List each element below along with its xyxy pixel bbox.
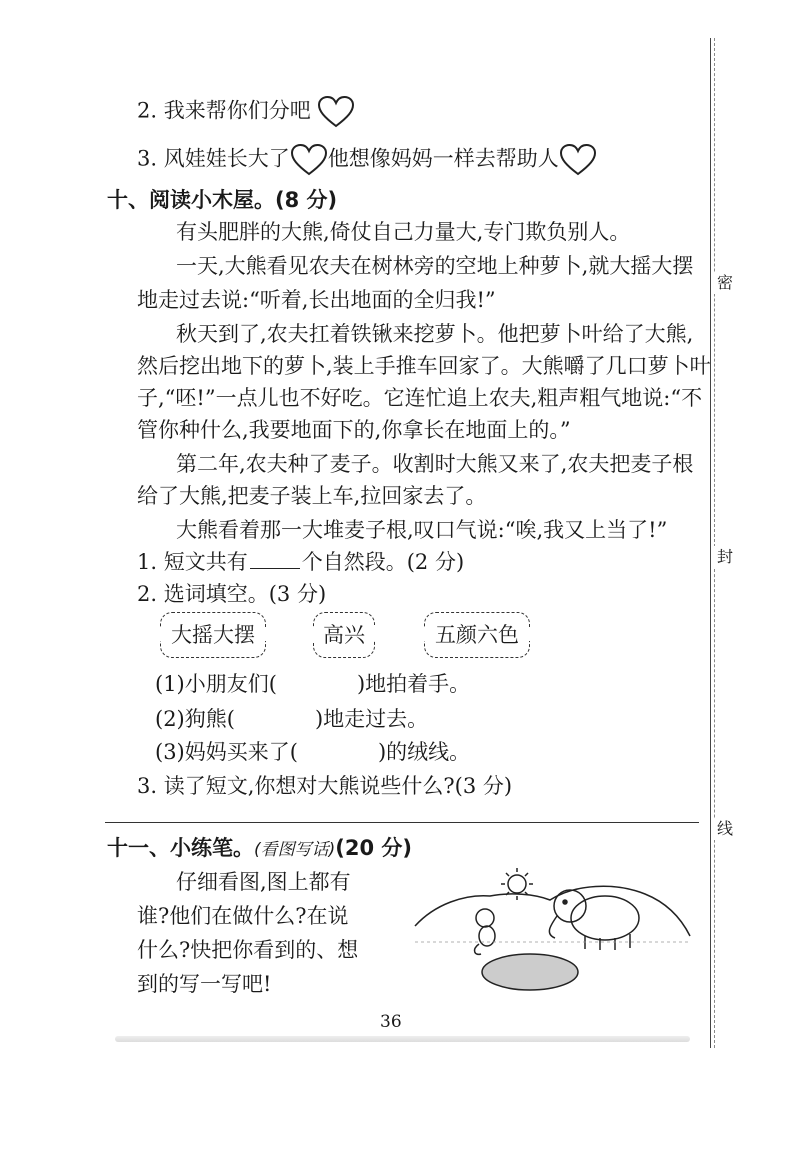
paragraph-4-line-1: 第二年,农夫种了麦子。收割时大熊又来了,农夫把麦子根 — [176, 452, 694, 476]
seal-label-2: 封 — [714, 546, 736, 568]
section-10-title: 十、阅读小木屋。(8 分) — [107, 188, 338, 212]
prompt-line-3: 什么?快把你看到的、想 — [137, 938, 359, 962]
word-option-2: 高兴 — [313, 612, 375, 658]
hills — [415, 886, 690, 936]
word-option-1: 大摇大摆 — [160, 612, 266, 658]
item-2 — [137, 95, 355, 129]
question-1-text-b: 个自然段。(2 分) — [301, 550, 465, 574]
fill-2-start: (2)狗熊( — [155, 707, 235, 731]
item-3-text-a: 3. 风娃娃长大了 — [137, 146, 290, 171]
illustration-elephant-monkey — [405, 864, 695, 1004]
paragraph-3-line-3: 子,“呸!”一点儿也不好吃。它连忙追上农夫,粗声粗气地说:“不 — [137, 386, 703, 410]
paragraph-1: 有头肥胖的大熊,倚仗自己力量大,专门欺负别人。 — [176, 220, 631, 244]
word-option-3: 五颜六色 — [424, 612, 530, 658]
question-2: 2. 选词填空。(3 分) — [137, 582, 327, 606]
fill-3-end: )的绒线。 — [377, 740, 471, 764]
answer-line — [105, 822, 699, 823]
monkey-icon — [475, 909, 495, 954]
question-1-text-a: 1. 短文共有 — [137, 550, 248, 574]
paragraph-4-line-2: 给了大熊,把麦子装上车,拉回家去了。 — [137, 484, 487, 508]
seal-label-1: 密 — [714, 272, 736, 294]
fill-item-3 — [155, 738, 470, 766]
margin-dashed-line — [714, 38, 715, 1048]
paragraph-2-line-1: 一天,大熊看见农夫在树林旁的空地上种萝卜,就大摇大摆 — [176, 254, 694, 278]
prompt-line-1: 仔细看图,图上都有 — [176, 870, 351, 894]
fill-1-start: (1)小朋友们( — [155, 672, 277, 696]
paragraph-3-line-1: 秋天到了,农夫扛着铁锹来挖萝卜。他把萝卜叶给了大熊, — [176, 322, 694, 346]
prompt-line-4: 到的写一写吧! — [137, 972, 272, 996]
answer-blank[interactable] — [250, 548, 300, 569]
paragraph-3-line-2: 然后挖出地下的萝卜,装上手推车回家了。大熊嚼了几口萝卜叶 — [137, 354, 711, 378]
item-3-text-b: 他想像妈妈一样去帮助人 — [327, 146, 559, 171]
item-3 — [137, 143, 597, 177]
margin-line — [710, 38, 711, 1048]
fill-3-start: (3)妈妈买来了( — [155, 740, 298, 764]
fill-2-end: )地走过去。 — [314, 707, 429, 731]
paragraph-3-line-4: 管你种什么,我要地面下的,你拿长在地面上的。” — [137, 418, 571, 442]
heart-icon — [290, 143, 328, 177]
fill-1-end: )地拍着手。 — [356, 672, 471, 696]
paragraph-2-line-2: 地走过去说:“听着,长出地面的全归我!” — [137, 288, 496, 312]
elephant-icon — [549, 890, 639, 950]
paragraph-5: 大熊看着那一大堆麦子根,叹口气说:“唉,我又上当了!” — [176, 518, 668, 542]
pit — [482, 954, 578, 990]
seal-label-3: 线 — [714, 818, 736, 840]
heart-icon — [317, 95, 355, 129]
section-11-title-text: 十一、小练笔。 — [107, 836, 254, 860]
section-11-score: (20 分) — [335, 836, 412, 860]
prompt-line-2: 谁?他们在做什么?在说 — [137, 904, 349, 928]
item-2-text: 2. 我来帮你们分吧 — [137, 98, 311, 123]
question-3: 3. 读了短文,你想对大熊说些什么?(3 分) — [137, 774, 513, 798]
heart-icon — [559, 143, 597, 177]
question-1 — [137, 548, 464, 576]
page-number: 36 — [380, 1012, 402, 1032]
section-11-title — [107, 834, 412, 864]
footer-ornament — [115, 1036, 690, 1042]
fill-item-2 — [155, 705, 428, 733]
fill-item-1 — [155, 670, 470, 698]
section-11-subtitle: (看图写话) — [254, 840, 336, 860]
